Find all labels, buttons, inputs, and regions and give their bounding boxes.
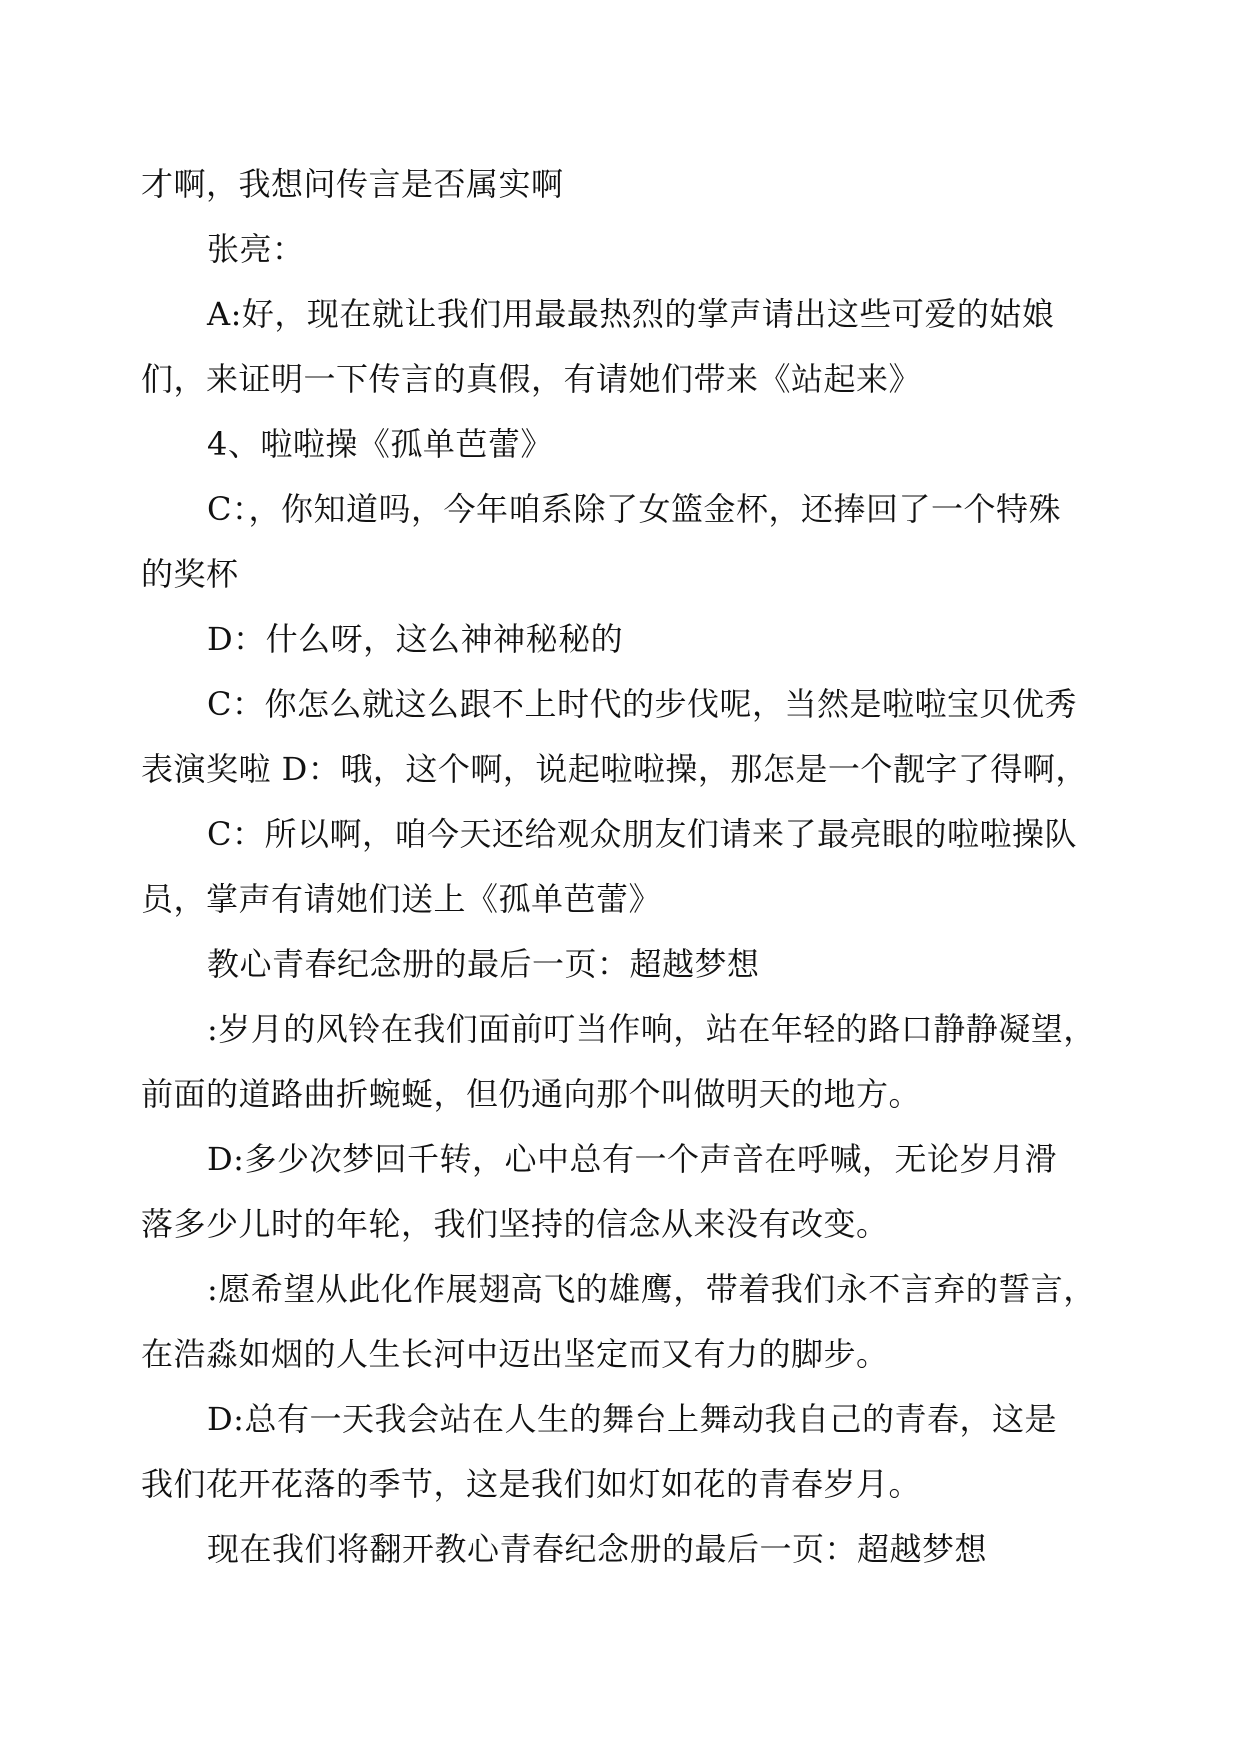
section-heading-line: 教心青春纪念册的最后一页：超越梦想 (207, 945, 760, 983)
text-line: C：，你知道吗，今年咱系除了女篮金杯，还捧回了一个特殊 (207, 490, 1061, 528)
text-line: 们，来证明一下传言的真假，有请她们带来《站起来》 (141, 360, 922, 398)
text-line: 前面的道路曲折蜿蜒，但仍通向那个叫做明天的地方。 (141, 1075, 922, 1113)
text-line: 落多少儿时的年轮，我们坚持的信念从来没有改变。 (141, 1205, 889, 1243)
text-line: D:多少次梦回千转，心中总有一个声音在呼喊，无论岁月滑 (207, 1140, 1057, 1178)
text-line: 才啊，我想问传言是否属实啊 (141, 165, 564, 203)
text-line: :愿希望从此化作展翅高飞的雄鹰，带着我们永不言弃的誓言， (207, 1270, 1096, 1308)
text-line: A:好，现在就让我们用最最热烈的掌声请出这些可爱的姑娘 (207, 295, 1055, 333)
text-line: C：你怎么就这么跟不上时代的步伐呢，当然是啦啦宝贝优秀 (207, 685, 1077, 723)
text-line: 的奖杯 (141, 555, 239, 593)
text-line: :岁月的风铃在我们面前叮当作响，站在年轻的路口静静凝望， (207, 1010, 1096, 1048)
text-line: 表演奖啦 D：哦，这个啊，说起啦啦操，那怎是一个靓字了得啊， (141, 750, 1088, 788)
text-line: D:总有一天我会站在人生的舞台上舞动我自己的青春，这是 (207, 1400, 1057, 1438)
text-line: 现在我们将翻开教心青春纪念册的最后一页：超越梦想 (207, 1530, 988, 1568)
program-item-line: 4、啦啦操《孤单芭蕾》 (207, 425, 553, 463)
text-line: C：所以啊，咱今天还给观众朋友们请来了最亮眼的啦啦操队 (207, 815, 1077, 853)
text-line: 我们花开花落的季节，这是我们如灯如花的青春岁月。 (141, 1465, 922, 1503)
text-line: 员，掌声有请她们送上《孤单芭蕾》 (141, 880, 662, 918)
text-line: D：什么呀，这么神神秘秘的 (207, 620, 624, 658)
document-body (141, 152, 1121, 1582)
text-line: 在浩淼如烟的人生长河中迈出坚定而又有力的脚步。 (141, 1335, 889, 1373)
speaker-line: 张亮： (207, 230, 305, 268)
